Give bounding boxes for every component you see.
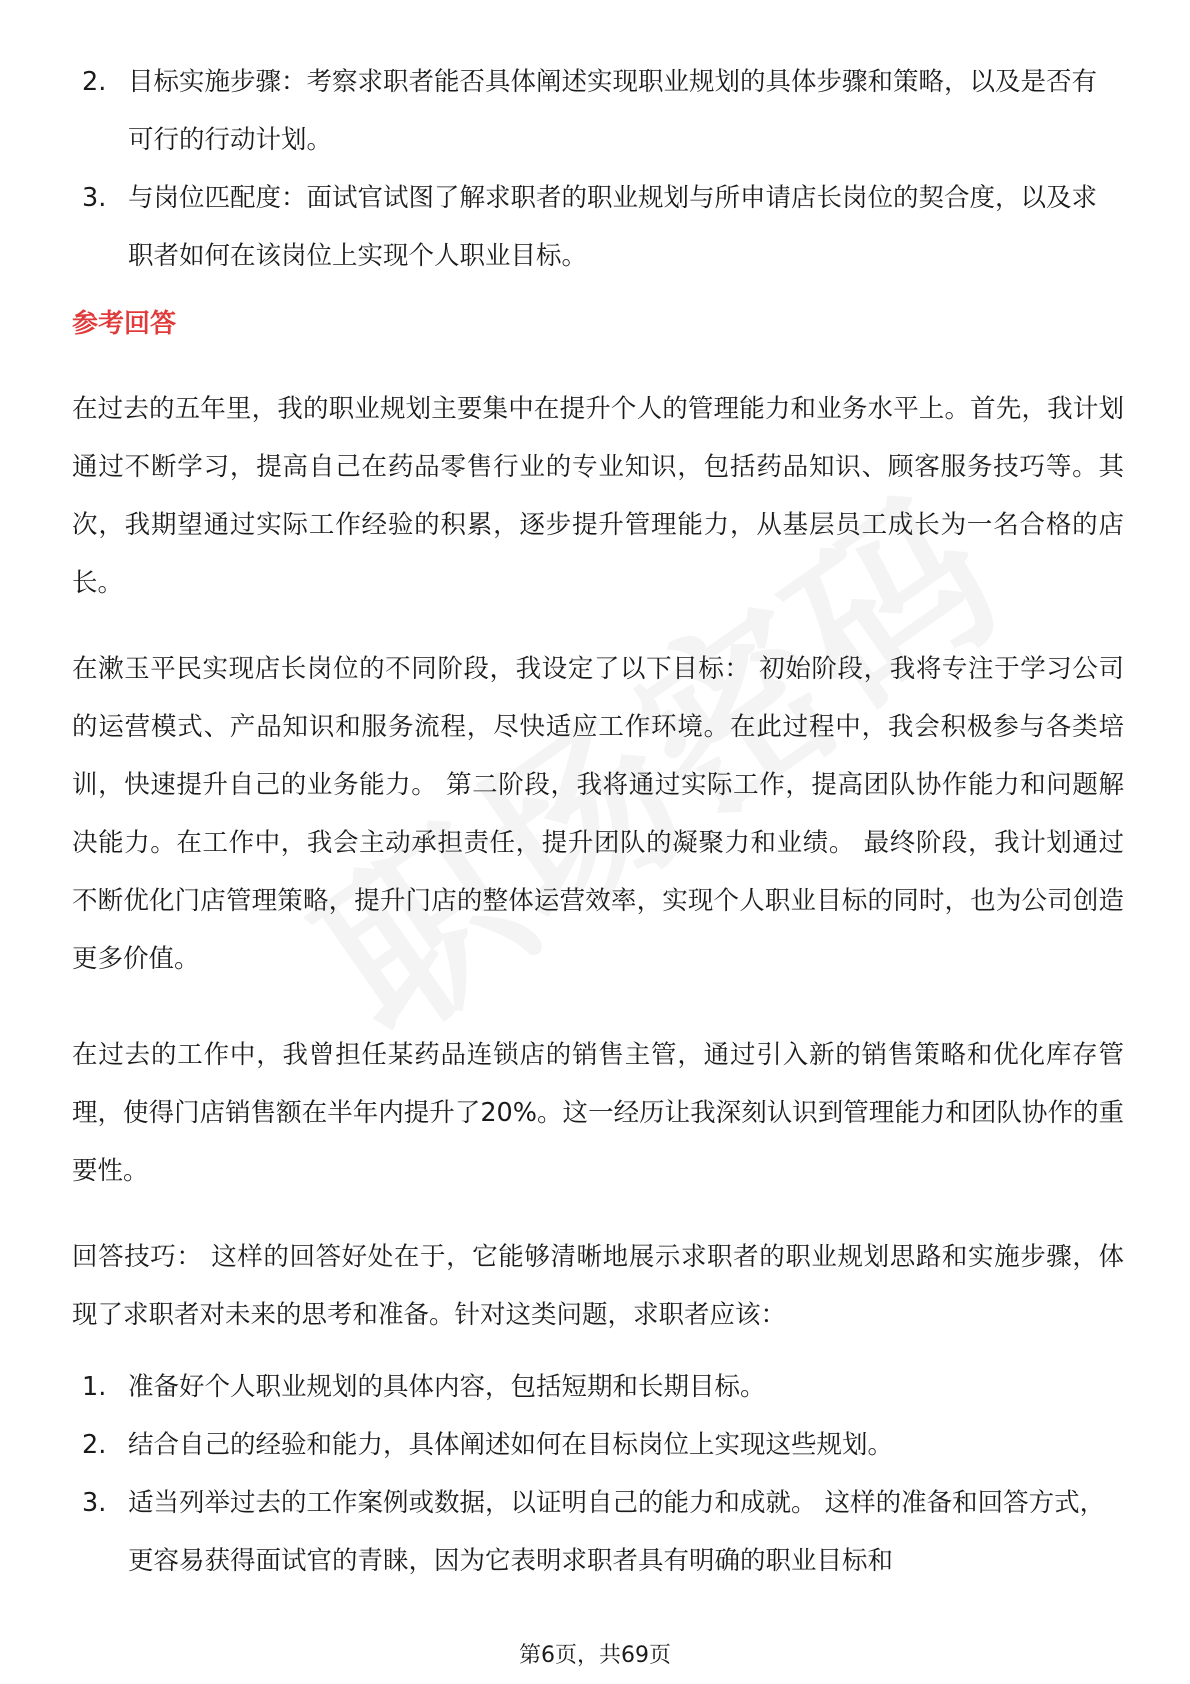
answer-paragraph: 在过去的工作中，我曾担任某药品连锁店的销售主管，通过引入新的销售策略和优化库存管理，使得门店销售额在半年内提升了20%。这一经历让我深刻认识到管理能力和团队协作的重要性。: [72, 1040, 1124, 1186]
answer-paragraph: 在漱玉平民实现店长岗位的不同阶段，我设定了以下目标： 初始阶段，我将专注于学习公司的运营模式、产品知识和服务流程，尽快适应工作环境。在此过程中，我会积极参与各类培训，快速提升自己的业务能力。 第二阶段，我将通过实际工作，提高团队协作能力和问题解决能力。在工作中，我会主动承担责任，提升团队的凝聚力和业绩。 最终阶段，我计划通过不断优化门店管理策略，提升门店的整体运营效率，实现个人职业目标的同时，也为公司创造更多价值。: [72, 654, 1124, 974]
list-text: 目标实施步骤：考察求职者能否具体阐述实现职业规划的具体步骤和策略，以及是否有可行的行动计划。: [128, 67, 1098, 155]
list-text: 结合自己的经验和能力，具体阐述如何在目标岗位上实现这些规划。: [128, 1430, 894, 1460]
list-text: 准备好个人职业规划的具体内容，包括短期和长期目标。: [128, 1372, 766, 1402]
page-number: 第6页，共69页: [519, 1643, 671, 1668]
tips-list: [82, 1358, 1122, 1590]
list-number: 3.: [82, 183, 107, 213]
list-number: 2.: [82, 1430, 107, 1460]
list-number: 2.: [82, 67, 107, 97]
list-item: [82, 53, 1122, 169]
section-heading: 参考回答: [72, 309, 177, 339]
list-item: [82, 1416, 1122, 1474]
list-item: [82, 1358, 1122, 1416]
tips-paragraph: 回答技巧： 这样的回答好处在于，它能够清晰地展示求职者的职业规划思路和实施步骤，体现了求职者对未来的思考和准备。针对这类问题，求职者应该：: [72, 1242, 1124, 1330]
list-number: 1.: [82, 1372, 107, 1402]
list-text: 适当列举过去的工作案例或数据，以证明自己的能力和成就。 这样的准备和回答方式，更容易获得面试官的青睐，因为它表明求职者具有明确的职业目标和: [128, 1488, 1106, 1576]
list-text: 与岗位匹配度：面试官试图了解求职者的职业规划与所申请店长岗位的契合度，以及求职者如何在该岗位上实现个人职业目标。: [128, 183, 1098, 271]
list-item: [82, 1474, 1122, 1590]
answer-paragraph: 在过去的五年里，我的职业规划主要集中在提升个人的管理能力和业务水平上。首先，我计划通过不断学习，提高自己在药品零售行业的专业知识，包括药品知识、顾客服务技巧等。其次，我期望通过实际工作经验的积累，逐步提升管理能力，从基层员工成长为一名合格的店长。: [72, 394, 1124, 598]
list-item: [82, 169, 1122, 285]
list-number: 3.: [82, 1488, 107, 1518]
criteria-list: [82, 53, 1122, 285]
